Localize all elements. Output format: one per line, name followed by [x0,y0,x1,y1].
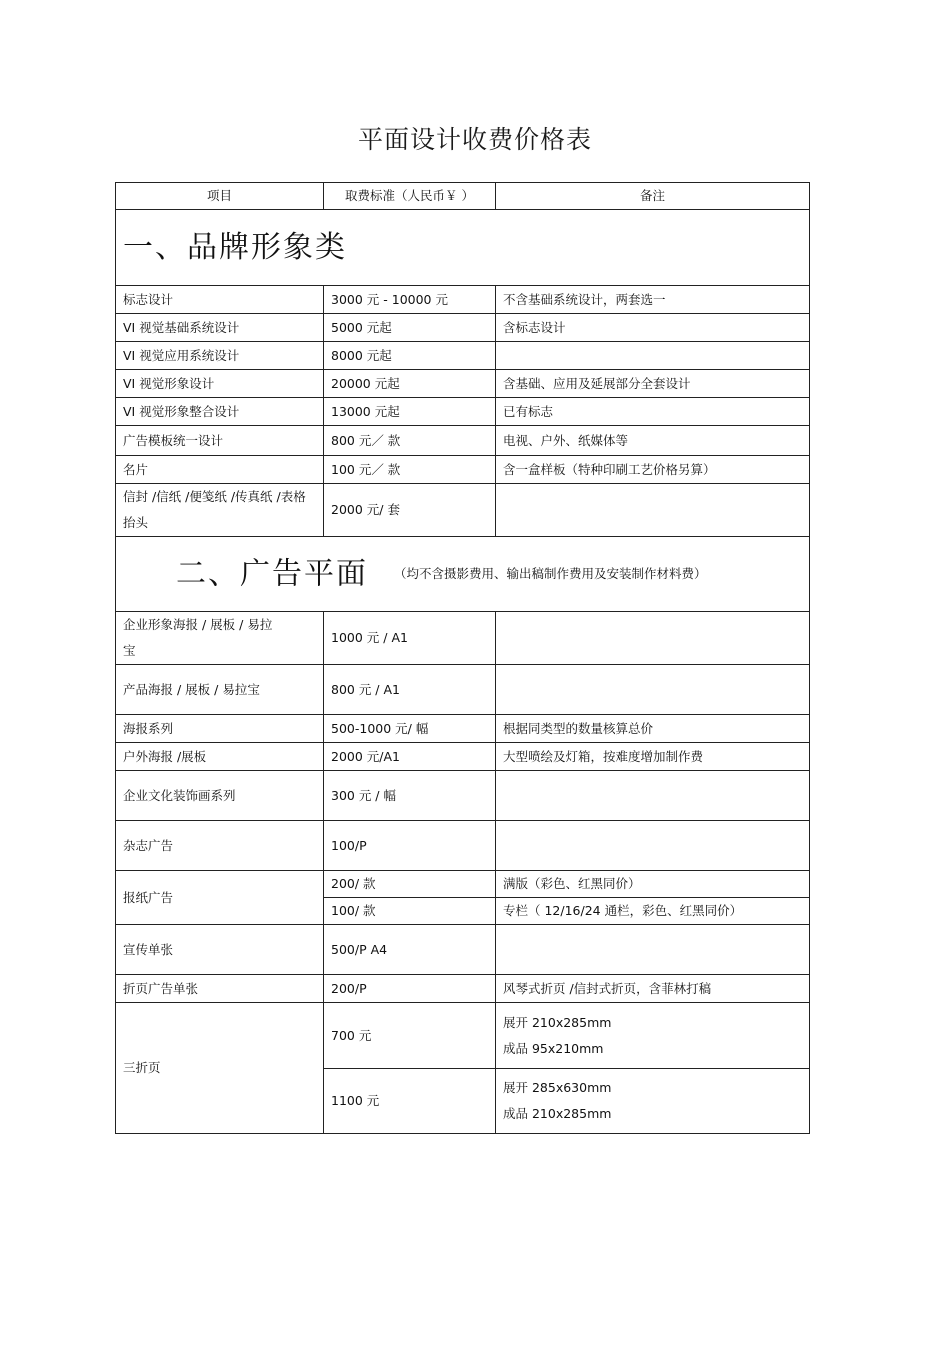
section-row-ads [116,537,810,612]
table-row [116,821,810,871]
row-item-line1: 企业形象海报 / 展板 / 易拉 [123,617,273,632]
row-price: 5000 元起 [324,314,496,342]
table-row [116,484,810,537]
row-price: 2000 元/A1 [324,743,496,771]
row-note [496,771,810,821]
table-row [116,771,810,821]
row-price: 8000 元起 [324,342,496,370]
row-item: 海报系列 [116,715,324,743]
row-item: 名片 [116,456,324,484]
table-row [116,398,810,426]
row-note: 不含基础系统设计，两套选一 [496,286,810,314]
row-note: 满版（彩色、红黑同价） [496,871,810,898]
row-item: 杂志广告 [116,821,324,871]
spec-finished: 成品 210x285mm [503,1106,612,1121]
row-price: 3000 元 - 10000 元 [324,286,496,314]
row-note [496,484,810,537]
row-note [496,1003,810,1069]
row-item: 广告模板统一设计 [116,426,324,456]
row-item-line2: 抬头 [123,515,149,530]
section-title-ads: 二、广告平面 [176,556,368,592]
section-header-ads [116,537,810,612]
section-title-brand: 一、品牌形象类 [116,210,810,286]
table-row [116,665,810,715]
row-note: 含一盒样板（特种印刷工艺价格另算） [496,456,810,484]
page-title: 平面设计收费价格表 [357,125,592,154]
row-note [496,612,810,665]
row-price: 2000 元/ 套 [324,484,496,537]
row-price: 200/P [324,975,496,1003]
row-price: 100/ 款 [324,898,496,925]
spec-unfolded: 展开 285x630mm [503,1080,612,1095]
row-item: 折页广告单张 [116,975,324,1003]
row-note [496,342,810,370]
row-item: VI 视觉基础系统设计 [116,314,324,342]
row-price: 700 元 [324,1003,496,1069]
table-row [116,456,810,484]
header-item: 项目 [116,183,324,210]
price-table [115,182,810,1134]
header-price: 取费标准（人民币￥ ） [324,183,496,210]
table-row [116,426,810,456]
spec-unfolded: 展开 210x285mm [503,1014,612,1030]
row-item: VI 视觉应用系统设计 [116,342,324,370]
row-item-line1: 信封 /信纸 /便笺纸 /传真纸 /表格 [123,489,306,504]
table-row [116,975,810,1003]
table-row-newspaper [116,871,810,898]
table-row [116,743,810,771]
table-row [116,286,810,314]
row-note: 含基础、应用及延展部分全套设计 [496,370,810,398]
row-item: VI 视觉形象设计 [116,370,324,398]
row-price: 1000 元 / A1 [324,612,496,665]
section-row-brand [116,210,810,286]
row-note: 风琴式折页 /信封式折页，含菲林打稿 [496,975,810,1003]
row-note [496,1069,810,1134]
row-note: 根据同类型的数量核算总价 [496,715,810,743]
row-price: 500/P A4 [324,925,496,975]
row-price: 100 元／ 款 [324,456,496,484]
row-note [496,821,810,871]
row-note: 含标志设计 [496,314,810,342]
table-row [116,370,810,398]
row-price: 300 元 / 幅 [324,771,496,821]
row-item: 产品海报 / 展板 / 易拉宝 [116,665,324,715]
row-price: 1100 元 [324,1069,496,1134]
row-item: 报纸广告 [116,871,324,925]
row-item [116,612,324,665]
row-item: 三折页 [116,1003,324,1134]
row-item-line2: 宝 [123,643,136,658]
row-note: 大型喷绘及灯箱，按难度增加制作费 [496,743,810,771]
row-item: 户外海报 /展板 [116,743,324,771]
row-price: 500-1000 元/ 幅 [324,715,496,743]
table-row [116,925,810,975]
row-item: 标志设计 [116,286,324,314]
row-item [116,484,324,537]
row-price: 20000 元起 [324,370,496,398]
table-row [116,715,810,743]
row-note: 已有标志 [496,398,810,426]
row-price: 13000 元起 [324,398,496,426]
row-price: 200/ 款 [324,871,496,898]
spec-finished: 成品 95x210mm [503,1040,604,1056]
row-item: VI 视觉形象整合设计 [116,398,324,426]
row-note [496,925,810,975]
row-price: 100/P [324,821,496,871]
header-note: 备注 [496,183,810,210]
table-row-trifold [116,1003,810,1069]
row-price: 800 元／ 款 [324,426,496,456]
row-item: 企业文化装饰画系列 [116,771,324,821]
table-header-row [116,183,810,210]
row-note: 专栏（ 12/16/24 通栏，彩色、红黑同价） [496,898,810,925]
table-row [116,314,810,342]
table-row [116,612,810,665]
section-note-ads: （均不含摄影费用、输出稿制作费用及安装制作材料费） [393,566,707,582]
row-note: 电视、户外、纸媒体等 [496,426,810,456]
table-row [116,342,810,370]
row-price: 800 元 / A1 [324,665,496,715]
row-item: 宣传单张 [116,925,324,975]
row-note [496,665,810,715]
